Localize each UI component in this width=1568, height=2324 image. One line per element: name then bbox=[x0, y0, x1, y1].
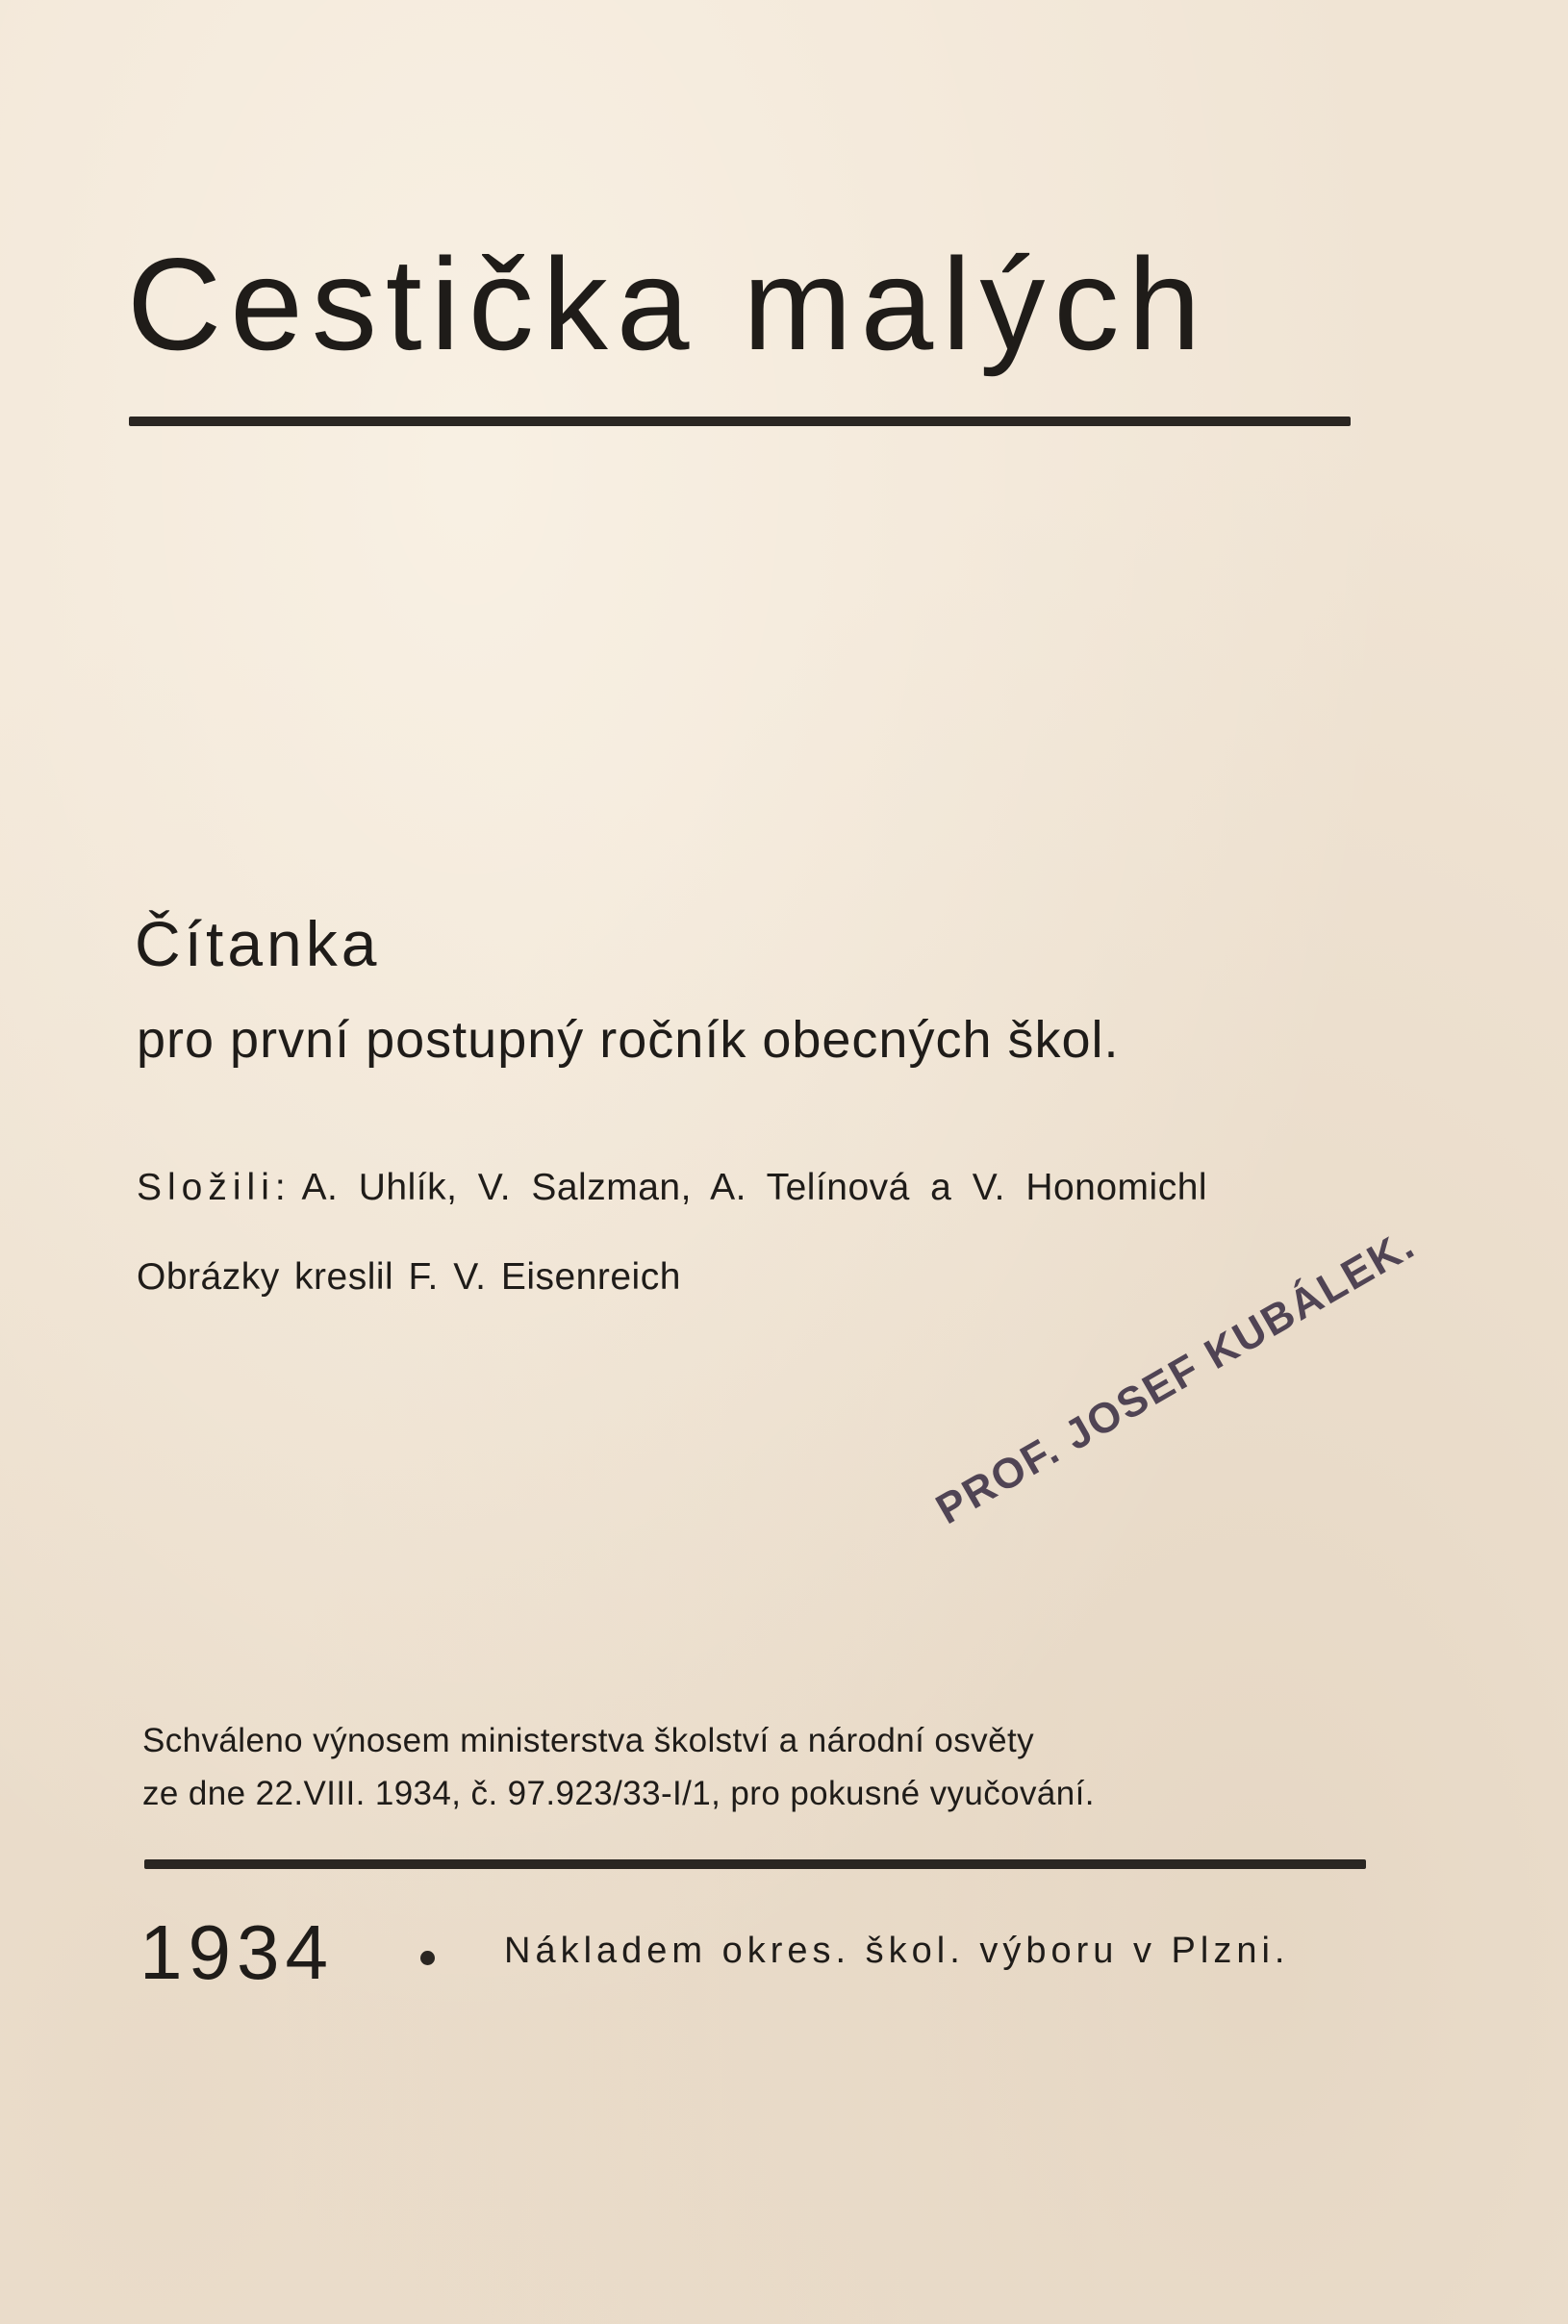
publisher-line: Nákladem okres. škol. výboru v Plzni. bbox=[504, 1931, 1290, 1971]
illustrator-line: Obrázky kreslil F. V. Eisenreich bbox=[137, 1256, 681, 1298]
title-rule bbox=[129, 417, 1351, 426]
bullet-dot-icon bbox=[420, 1951, 435, 1965]
approval-line-1: Schváleno výnosem ministerstva školství a národní osvěty bbox=[142, 1722, 1034, 1759]
authors-label: Složili: bbox=[137, 1167, 291, 1208]
authors-line bbox=[137, 1169, 1207, 1206]
approval-line-2: ze dne 22.VIII. 1934, č. 97.923/33-I/1, pro pokusné vyučování. bbox=[142, 1775, 1095, 1812]
authors-names: A. Uhlík, V. Salzman, A. Telínová a V. Honomichl bbox=[301, 1167, 1208, 1208]
book-title: Cestička malých bbox=[127, 231, 1210, 377]
footer-rule bbox=[144, 1859, 1366, 1869]
book-description: pro první postupný ročník obecných škol. bbox=[137, 1011, 1120, 1069]
owner-stamp: PROF. JOSEF KUBÁLEK. bbox=[928, 1220, 1424, 1534]
publication-year: 1934 bbox=[139, 1909, 334, 1995]
book-subtitle: Čítanka bbox=[135, 908, 381, 979]
